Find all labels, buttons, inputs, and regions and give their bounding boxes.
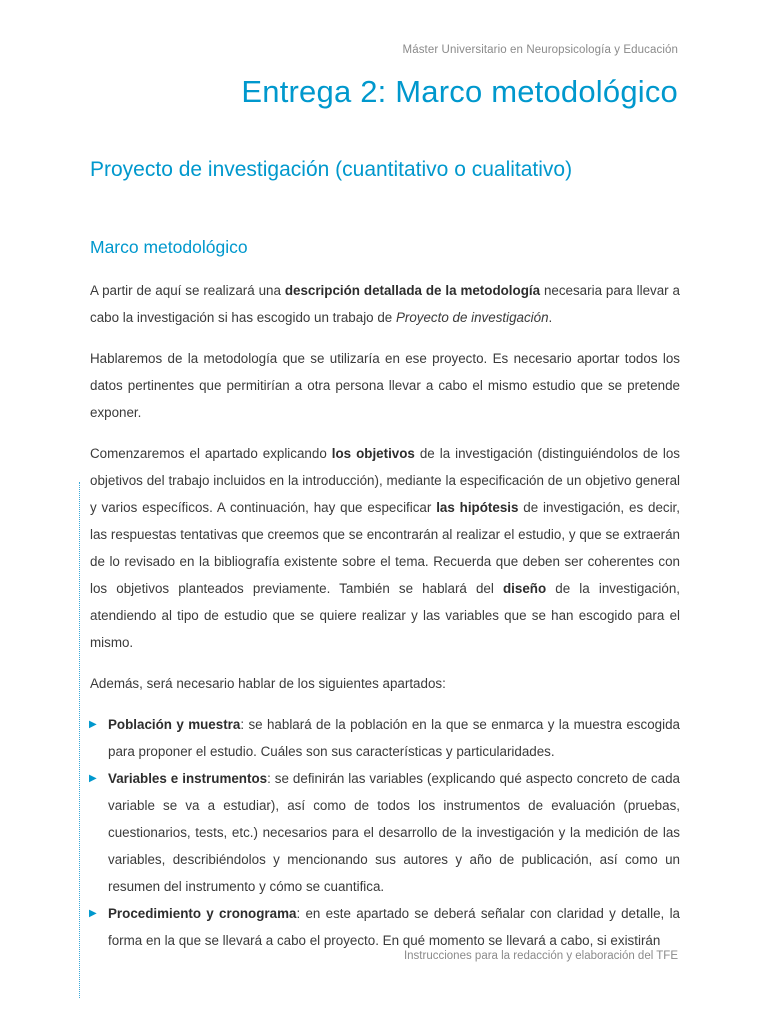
margin-dotted-rule [79,482,80,998]
running-footer: Instrucciones para la redacción y elaboración del TFE [403,950,678,962]
triangle-bullet-icon: ▶ [89,908,97,919]
list-item-term: Población y muestra [108,717,241,732]
paragraph-text: Comenzaremos el apartado explicando [90,446,332,461]
running-header: Máster Universitario en Neuropsicología y Educación [402,44,678,56]
list-item-variables [90,765,680,900]
triangle-bullet-icon: ▶ [89,719,97,730]
paragraph-text: de la investigación (distinguiéndolos de los objetivos del trabajo incluidos en la introducción), mediante la especificación de un objetivo general y varios específicos. A continuación, hay que especificar [90,446,680,515]
triangle-bullet-icon: ▶ [89,773,97,784]
emphasis-project-type: Proyecto de investigación [395,310,549,325]
paragraph-text: . [548,310,553,325]
list-item-text: : en este apartado se deberá señalar con claridad y detalle, la forma en la que se llevará a cabo el proyecto. En qué momento se llevará a cabo, si existirán [108,906,680,948]
list-item-population [90,711,680,765]
list-item-text: : se definirán las variables (explicando qué aspecto concreto de cada variable se va a estudiar), así como de todos los instrumentos de evaluación (pruebas, cuestionarios, tests, etc.) necesarios para el desarrollo de la investigación y la medición de las variables, describiéndolos y mencionando sus autores y año de publicación, así como un resumen del instrumento y cómo se cuantifica. [108,771,680,894]
sections-list [90,711,680,954]
paragraph-text: A partir de aquí se realizará una [90,283,285,298]
paragraph-objectives [90,440,680,656]
paragraph-sections-intro: Además, será necesario hablar de los siguientes apartados: [90,676,446,691]
page-title: Entrega 2: Marco metodológico [241,74,678,109]
list-item-procedure [90,900,680,954]
emphasis-hypotheses: las hipótesis [436,500,519,515]
list-item-term: Procedimiento y cronograma [108,906,297,921]
emphasis-objectives: los objetivos [331,446,415,461]
list-item-term: Variables e instrumentos [108,771,268,786]
paragraph-text: necesaria para llevar a cabo la investigación si has escogido un trabajo de [90,283,680,325]
emphasis-design: diseño [503,581,547,596]
list-item-text: : se hablará de la población en la que se enmarca y la muestra escogida para proponer el estudio. Cuáles son sus características y particularidades. [108,717,680,759]
section-title: Proyecto de investigación (cuantitativo o cualitativo) [90,158,573,181]
paragraph-text: de la investigación, atendiendo al tipo de estudio que se quiere realizar y las variables que se han escogido para el mismo. [90,581,680,650]
body-content [90,277,680,954]
emphasis-methodology: descripción detallada de la metodología [284,283,541,298]
paragraph-methodology: Hablaremos de la metodología que se utilizaría en ese proyecto. Es necesario aportar todos los datos pertinentes que permitirían a otra persona llevar a cabo el mismo estudio que se pretende exponer. [90,351,680,420]
paragraph-intro [90,277,680,331]
subsection-title: Marco metodológico [90,237,248,257]
paragraph-text: de investigación, es decir, las respuestas tentativas que creemos que se encontrarán al realizar el estudio, y que se extraerán de lo revisado en la bibliografía existente sobre el tema. Recuerda que deben ser coherentes con los objetivos planteados previamente. También se hablará del [90,500,680,596]
